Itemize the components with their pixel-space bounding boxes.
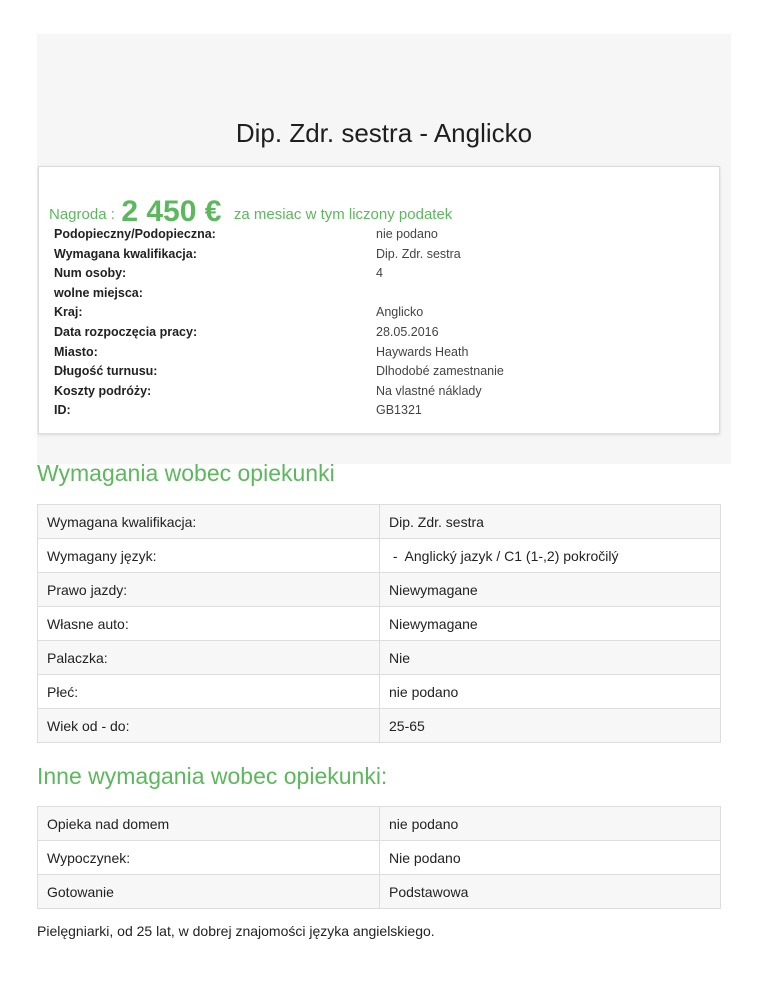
reward-label: Nagroda : (49, 206, 115, 223)
table-cell-label: Płeć: (38, 675, 380, 709)
table-row (38, 539, 721, 573)
detail-value: Dlhodobé zamestnanie (376, 364, 504, 379)
table-cell-label: Własne auto: (38, 607, 380, 641)
job-info-card (38, 166, 720, 434)
detail-label: ID: (54, 403, 71, 418)
detail-row (54, 286, 704, 306)
detail-row (54, 403, 704, 423)
detail-value: 4 (376, 266, 383, 281)
page-title: Dip. Zdr. sestra - Anglicko (235, 118, 533, 148)
table-row (38, 875, 721, 909)
table-row (38, 641, 721, 675)
reward-note: za mesiac w tym liczony podatek (233, 206, 453, 223)
table-cell-value: Nie podano (380, 841, 721, 875)
table-cell-value: Podstawowa (380, 875, 721, 909)
table-row (38, 675, 721, 709)
detail-label: Długość turnusu: (54, 364, 158, 379)
table-cell-value: nie podano (380, 675, 721, 709)
detail-value: nie podano (376, 227, 438, 241)
table-cell-value: Nie (380, 641, 721, 675)
footer-note: Pielęgniarki, od 25 lat, w dobrej znajomości języka angielskiego. (37, 923, 435, 939)
detail-row (54, 325, 704, 345)
table-cell-label: Prawo jazdy: (38, 573, 380, 607)
table-row (38, 841, 721, 875)
other-requirements-table (37, 806, 721, 909)
table-row (38, 709, 721, 743)
detail-label: Podopieczny/Podopieczna: (54, 227, 216, 241)
detail-row (54, 247, 704, 267)
detail-label: wolne miejsca: (54, 285, 143, 300)
detail-row (54, 384, 704, 404)
detail-value: GB1321 (376, 403, 422, 418)
detail-row (54, 266, 704, 286)
table-cell-value: - Anglický jazyk / C1 (1-,2) pokročilý (380, 539, 721, 573)
table-row (38, 505, 721, 539)
reward-line (49, 195, 452, 229)
detail-row (54, 364, 704, 384)
table-cell-value: nie podano (380, 807, 721, 841)
detail-row (54, 345, 704, 365)
table-cell-label: Gotowanie (38, 875, 380, 909)
table-cell-label: Palaczka: (38, 641, 380, 675)
table-cell-value: Niewymagane (380, 573, 721, 607)
table-cell-value: Dip. Zdr. sestra (380, 505, 721, 539)
requirements-table (37, 504, 721, 743)
table-row (38, 807, 721, 841)
table-row (38, 607, 721, 641)
detail-label: Data rozpoczęcia pracy: (54, 324, 198, 339)
table-cell-value: 25-65 (380, 709, 721, 743)
detail-value: Haywards Heath (376, 344, 469, 359)
detail-row (54, 305, 704, 325)
other-requirements-heading: Inne wymagania wobec opiekunki: (37, 763, 388, 789)
detail-label: Num osoby: (54, 266, 127, 281)
table-row (38, 573, 721, 607)
job-details-list (54, 227, 704, 423)
detail-label: Koszty podróży: (54, 383, 152, 398)
requirements-heading: Wymagania wobec opiekunki (37, 460, 335, 486)
table-cell-label: Opieka nad domem (38, 807, 380, 841)
detail-value: Na vlastné náklady (376, 383, 482, 398)
table-cell-label: Wymagany język: (38, 539, 380, 573)
table-cell-value: Niewymagane (380, 607, 721, 641)
table-cell-label: Wypoczynek: (38, 841, 380, 875)
table-cell-label: Wymagana kwalifikacja: (38, 505, 380, 539)
detail-row (54, 227, 704, 247)
table-cell-label: Wiek od - do: (38, 709, 380, 743)
reward-amount: 2 450 € (121, 195, 222, 228)
detail-label: Wymagana kwalifikacja: (54, 246, 197, 261)
detail-value: 28.05.2016 (376, 324, 439, 339)
detail-value: Anglicko (376, 305, 424, 320)
detail-label: Kraj: (54, 305, 83, 320)
detail-value: Dip. Zdr. sestra (376, 246, 461, 261)
detail-label: Miasto: (54, 344, 98, 359)
